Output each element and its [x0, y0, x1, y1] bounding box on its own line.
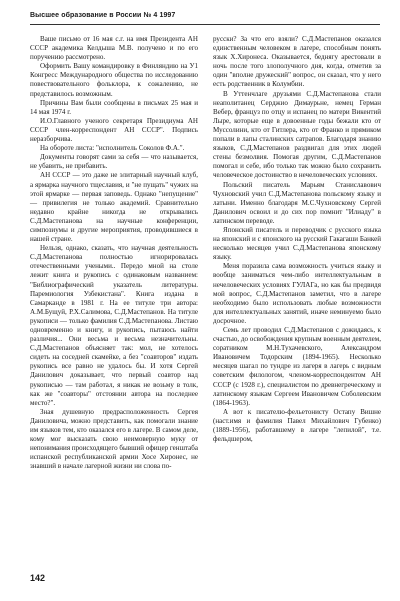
paragraph: В Уттенчлаге друзьями С.Д.Мастепанова стали неаполитанец Серджио Димаурьне, немец Герман Вебер, француз по отцу и испанец по матери Викентий Лыре, которые еще в довоенные годы бежали кто от Муссолини, кто от Гитлера, кто от Франко и прямиком попали в лапы сталинских сатрапов. Благодаря знанию языков, С.Д.Мастепанов раздвигал для этих людей стены безмолвия. Помогая другим, С.Д.Мастепанов помогал и себе, ибо только так можно было сохранить человеческое достоинство в нечеловеческих условиях. [213, 89, 381, 180]
paragraph: Документы говорят сами за себя — что называется, не убавить, не прибавить. [30, 153, 198, 171]
journal-header: Высшее образование в России № 4 1997 [30, 12, 176, 19]
paragraph: Причины Вам были сообщены в письмах 25 мая и 14 мая 1974 г. [30, 98, 198, 116]
paragraph: Японский писатель и переводчик с русского языка на японский и с японского на русский Гакагаши Банкей несколько месяцев учил С.Д.Мастепанова японскому языку. [213, 225, 381, 262]
header-rule [30, 24, 380, 25]
paragraph: А вот к писателю-фельетонисту Остапу Вишне (наст.имя и фамилия Павел Михайлович Губенко) (1889-1956), работавшему в лагере "лепилой", т.е. фельдшером, [213, 407, 381, 444]
page-number: 142 [30, 573, 46, 583]
paragraph: АН СССР — это даже не элитарный научный клуб, а ярмарка научного тщеславия, и "не пущать" чужих на этой ярмарке — первая заповедь. Однако "непущение" — привилегия не только академий. Сравнительно недавно крайне никогда не открывались С.Д.Мастепанова на научные конференции, симпозиумы и другие мероприятия, проводившиеся в нашей стране. [30, 171, 198, 244]
paragraph: Польский писатель Марьям Станиславович Чухновский учил С.Д.Мастепанова польскому языку и латыни. Именно благодаря М.С.Чухновскому Сергей Данилович освоил и до сих пор помнит "Илиаду" в латинском переводе. [213, 180, 381, 225]
paragraph: Семь лет проводил С.Д.Мастепанов с дожидаясь, к счастью, до освобождения крупным военным деятелем, соратником М.Н.Тухачевского, Александром Ивановичем Тодорским (1894-1965). Несколько месяцев шагал по тундре из лагеря в лагерь с видным советским филологом, членом-корреспондентом АН СССР (с 1928 г.), специалистом по древнегреческому и латинскому языкам Сергеем Ивановичем Соболевским (1864-1963). [213, 326, 381, 407]
paragraph: И.О.Главного ученого секретаря Президиума АН СССР член-корреспондент АН СССР". Подпись неразборчива. [30, 116, 198, 144]
paragraph: Ваше письмо от 16 мая с.г. на имя Президента АН СССР академика Келдыша М.В. получено и по его поручению рассмотрено. [30, 35, 198, 62]
paragraph: На обороте листа: "исполнитель Соколов Ф.А.". [40, 144, 185, 153]
paragraph: русски? За что его взяли? С.Д.Мастепанов оказался единственным человеком в лагере, способным понять язык Х.Хиронеса. Оказывается, беднягу арестовали в ночь после того злополучного дня, когда, отметив за один "вполне дружеский" вопрос, он сказал, что у него есть родственник в Колумбии. [213, 35, 381, 89]
left-column [30, 35, 198, 472]
paragraph: Нельзя, однако, сказать, что научная деятельность С.Д.Мастепанова полностью игнорировалась отечественными учеными.. Передо мной на столе лежит книга и рукопись с одинаковым названием: "Библиографический указатель литературы. Паремиология Узбекистана". Книга издана в Самарканде в 1981 г. На ее титуле три автора: А.М.Бущуй, Р.Х.Салимова, С.Д.Мастепанов. На титуле рукописи — только фамилия С.Д.Мастепанова. Листаю одновременно и книгу, и рукопись, пытаюсь найти различия... Они весьма и весьма незначительны. С.Д.Мастепанов объясняет так: мол, не хотелось сидеть на соседней скамейке, а без "соавторов" издать рукопись все равно не удалось бы. И хотя Сергей Данилович доказывает, что первый соавтор над рукописью — там работал, я никак не возьму в толк, как же "соавторы" отстоянии автора на последнее место?". [30, 244, 198, 407]
paragraph: Оформить Вашу командировку в Финляндию на У1 Конгресс Международного общества по исследованию повествовательного фольклора, к сожалению, не представилось возможным. [30, 62, 198, 98]
right-column [213, 35, 381, 444]
paragraph: Меня поразила сама возможность учиться языку и вообще заниматься чем-либо интеллектуальным в нечеловеческих условиях ГУЛАГа, но как бы предвидя мой вопрос, С.Д.Мастепанов заметил, что в лагере необходимо было использовать любые возможности для интеллектуальных занятий, иначе неминуемо было досрочное. [213, 262, 381, 325]
paragraph: Зная душевную предрасположенность Сергея Даниловича, можно представить, как помогали знание им языков тем, кто оказался его в лагере. В самом деле, кому мог высказать свою неимоверную муку от непонимания происходящего бывший офицер генштаба испанской республиканской армии Хосе Хиронес, не знавший в начале лагерной жизни ни слова по- [30, 407, 198, 471]
